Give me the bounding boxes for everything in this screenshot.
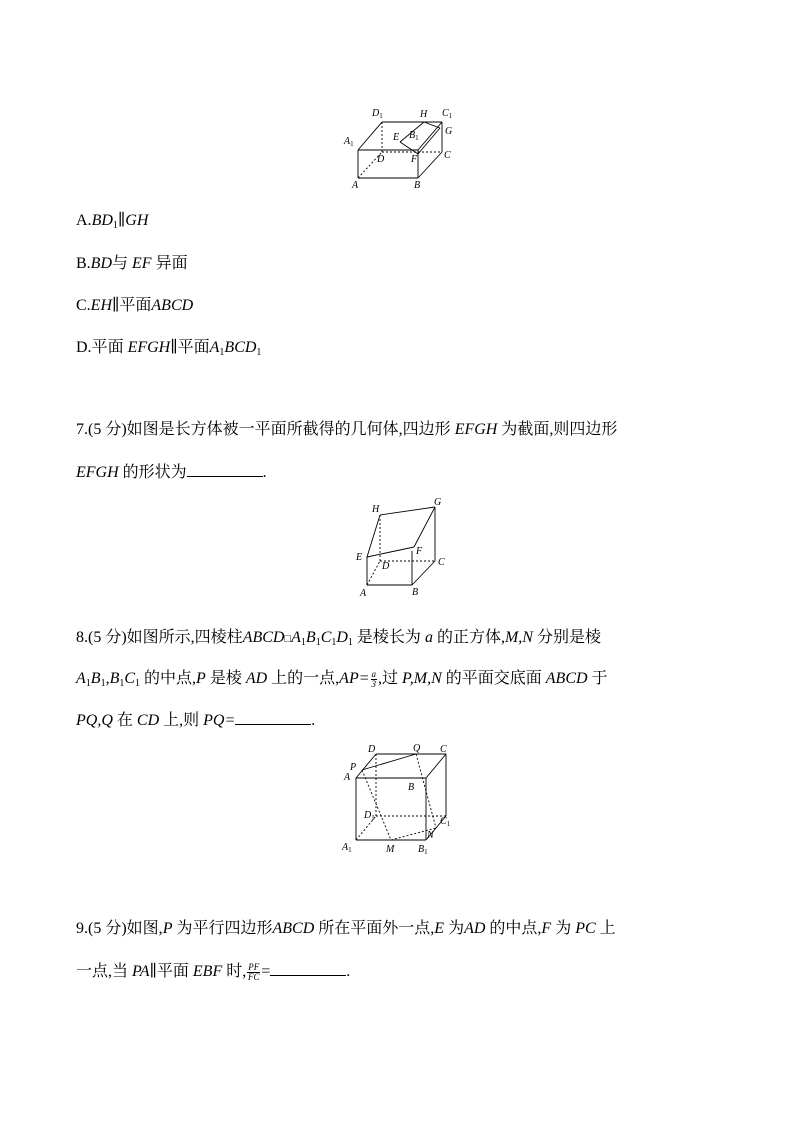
q6-option-b: B.BD与 EF 异面 <box>76 255 188 272</box>
fig6-label-H: H <box>420 109 428 120</box>
fig8-label-Q: Q <box>413 743 421 754</box>
fig6-label-B: B <box>414 180 421 191</box>
q8-text-line3: PQ,Q 在 CD 上,则 PQ= . <box>76 712 316 729</box>
fig7-label-F: F <box>416 546 423 557</box>
fig6-label-C1: $C_1$ <box>442 108 453 120</box>
fig6-label-C: C <box>444 150 451 161</box>
figure-q7-solid <box>352 495 452 600</box>
q6-option-c: C.EH∥平面ABCD <box>76 297 194 314</box>
fig6-label-D1: $D_1$ <box>372 108 383 120</box>
fig8-label-A: A <box>344 772 351 783</box>
fig8-label-D: D <box>368 744 376 755</box>
fig8-label-M: M <box>386 844 395 855</box>
q9-text-line1: 9.(5 分)如图,P 为平行四边形ABCD 所在平面外一点,E 为AD 的中点,F 为 PC 上 <box>76 920 616 937</box>
figure-q8-cube <box>336 740 466 858</box>
fig8-label-N: N <box>427 830 434 841</box>
fig8-label-D1: $D_1$ <box>364 810 375 822</box>
fig8-label-B1: $B_1$ <box>418 844 428 856</box>
fig6-label-G: G <box>445 126 453 137</box>
figure-q6-box <box>340 102 460 192</box>
q6-option-d: D.平面 EFGH∥平面$A_1BCD_1$ <box>76 339 262 358</box>
fig7-label-G: G <box>434 497 442 508</box>
fig6-label-F: F <box>411 154 418 165</box>
fig8-label-C: C <box>440 744 447 755</box>
fig8-label-B: B <box>408 782 415 793</box>
q7-text-line2: EFGH 的形状为 . <box>76 464 267 481</box>
fig7-label-B: B <box>412 587 419 598</box>
fig8-label-C1: $C_1$ <box>440 816 451 828</box>
fig7-label-D: D <box>382 561 390 572</box>
fig6-label-A: A <box>352 180 359 191</box>
q8-text-line2: $A_1B_1,B_1C_1$ 的中点,P 是棱 AD 上的一点,AP= $\frac{a}{3}$ ,过 P,M,N 的平面交底面 ABCD 于 <box>76 668 608 689</box>
q8-text-line1: 8.(5 分)如图所示,四棱柱$ABCD□A_1B_1C_1D_1$ 是棱长为 a 的正方体,M,N 分别是棱 <box>76 629 601 648</box>
q9-answer-blank[interactable] <box>270 961 346 976</box>
fig6-label-D: D <box>377 154 385 165</box>
fig7-label-C: C <box>438 557 445 568</box>
q6-option-a: $A.BD_1\parallel GH$ <box>76 212 149 231</box>
fig6-label-B1: $B_1$ <box>409 130 419 142</box>
fig8-label-P: P <box>350 762 357 773</box>
q7-answer-blank[interactable] <box>187 462 263 477</box>
q8-fraction: $\frac{a}{3}$ <box>371 668 377 689</box>
fig6-label-A1: $A_1$ <box>344 136 354 148</box>
fig6-label-E: E <box>393 132 400 143</box>
q9-text-line2: 一点,当 PA∥平面 EBF 时, $\frac{PF}{FC}$ = . <box>76 961 351 982</box>
q7-text-line1: 7.(5 分)如图是长方体被一平面所截得的几何体,四边形 EFGH 为截面,则四边形 <box>76 421 618 438</box>
fig7-label-A: A <box>360 588 367 599</box>
fig7-label-E: E <box>356 552 363 563</box>
q8-missing-glyph: □ <box>284 633 292 645</box>
q9-fraction: $\frac{PF}{FC}$ <box>247 961 260 982</box>
fig7-label-H: H <box>372 504 380 515</box>
q8-answer-blank[interactable] <box>235 710 311 725</box>
fig8-label-A1: $A_1$ <box>342 842 352 854</box>
